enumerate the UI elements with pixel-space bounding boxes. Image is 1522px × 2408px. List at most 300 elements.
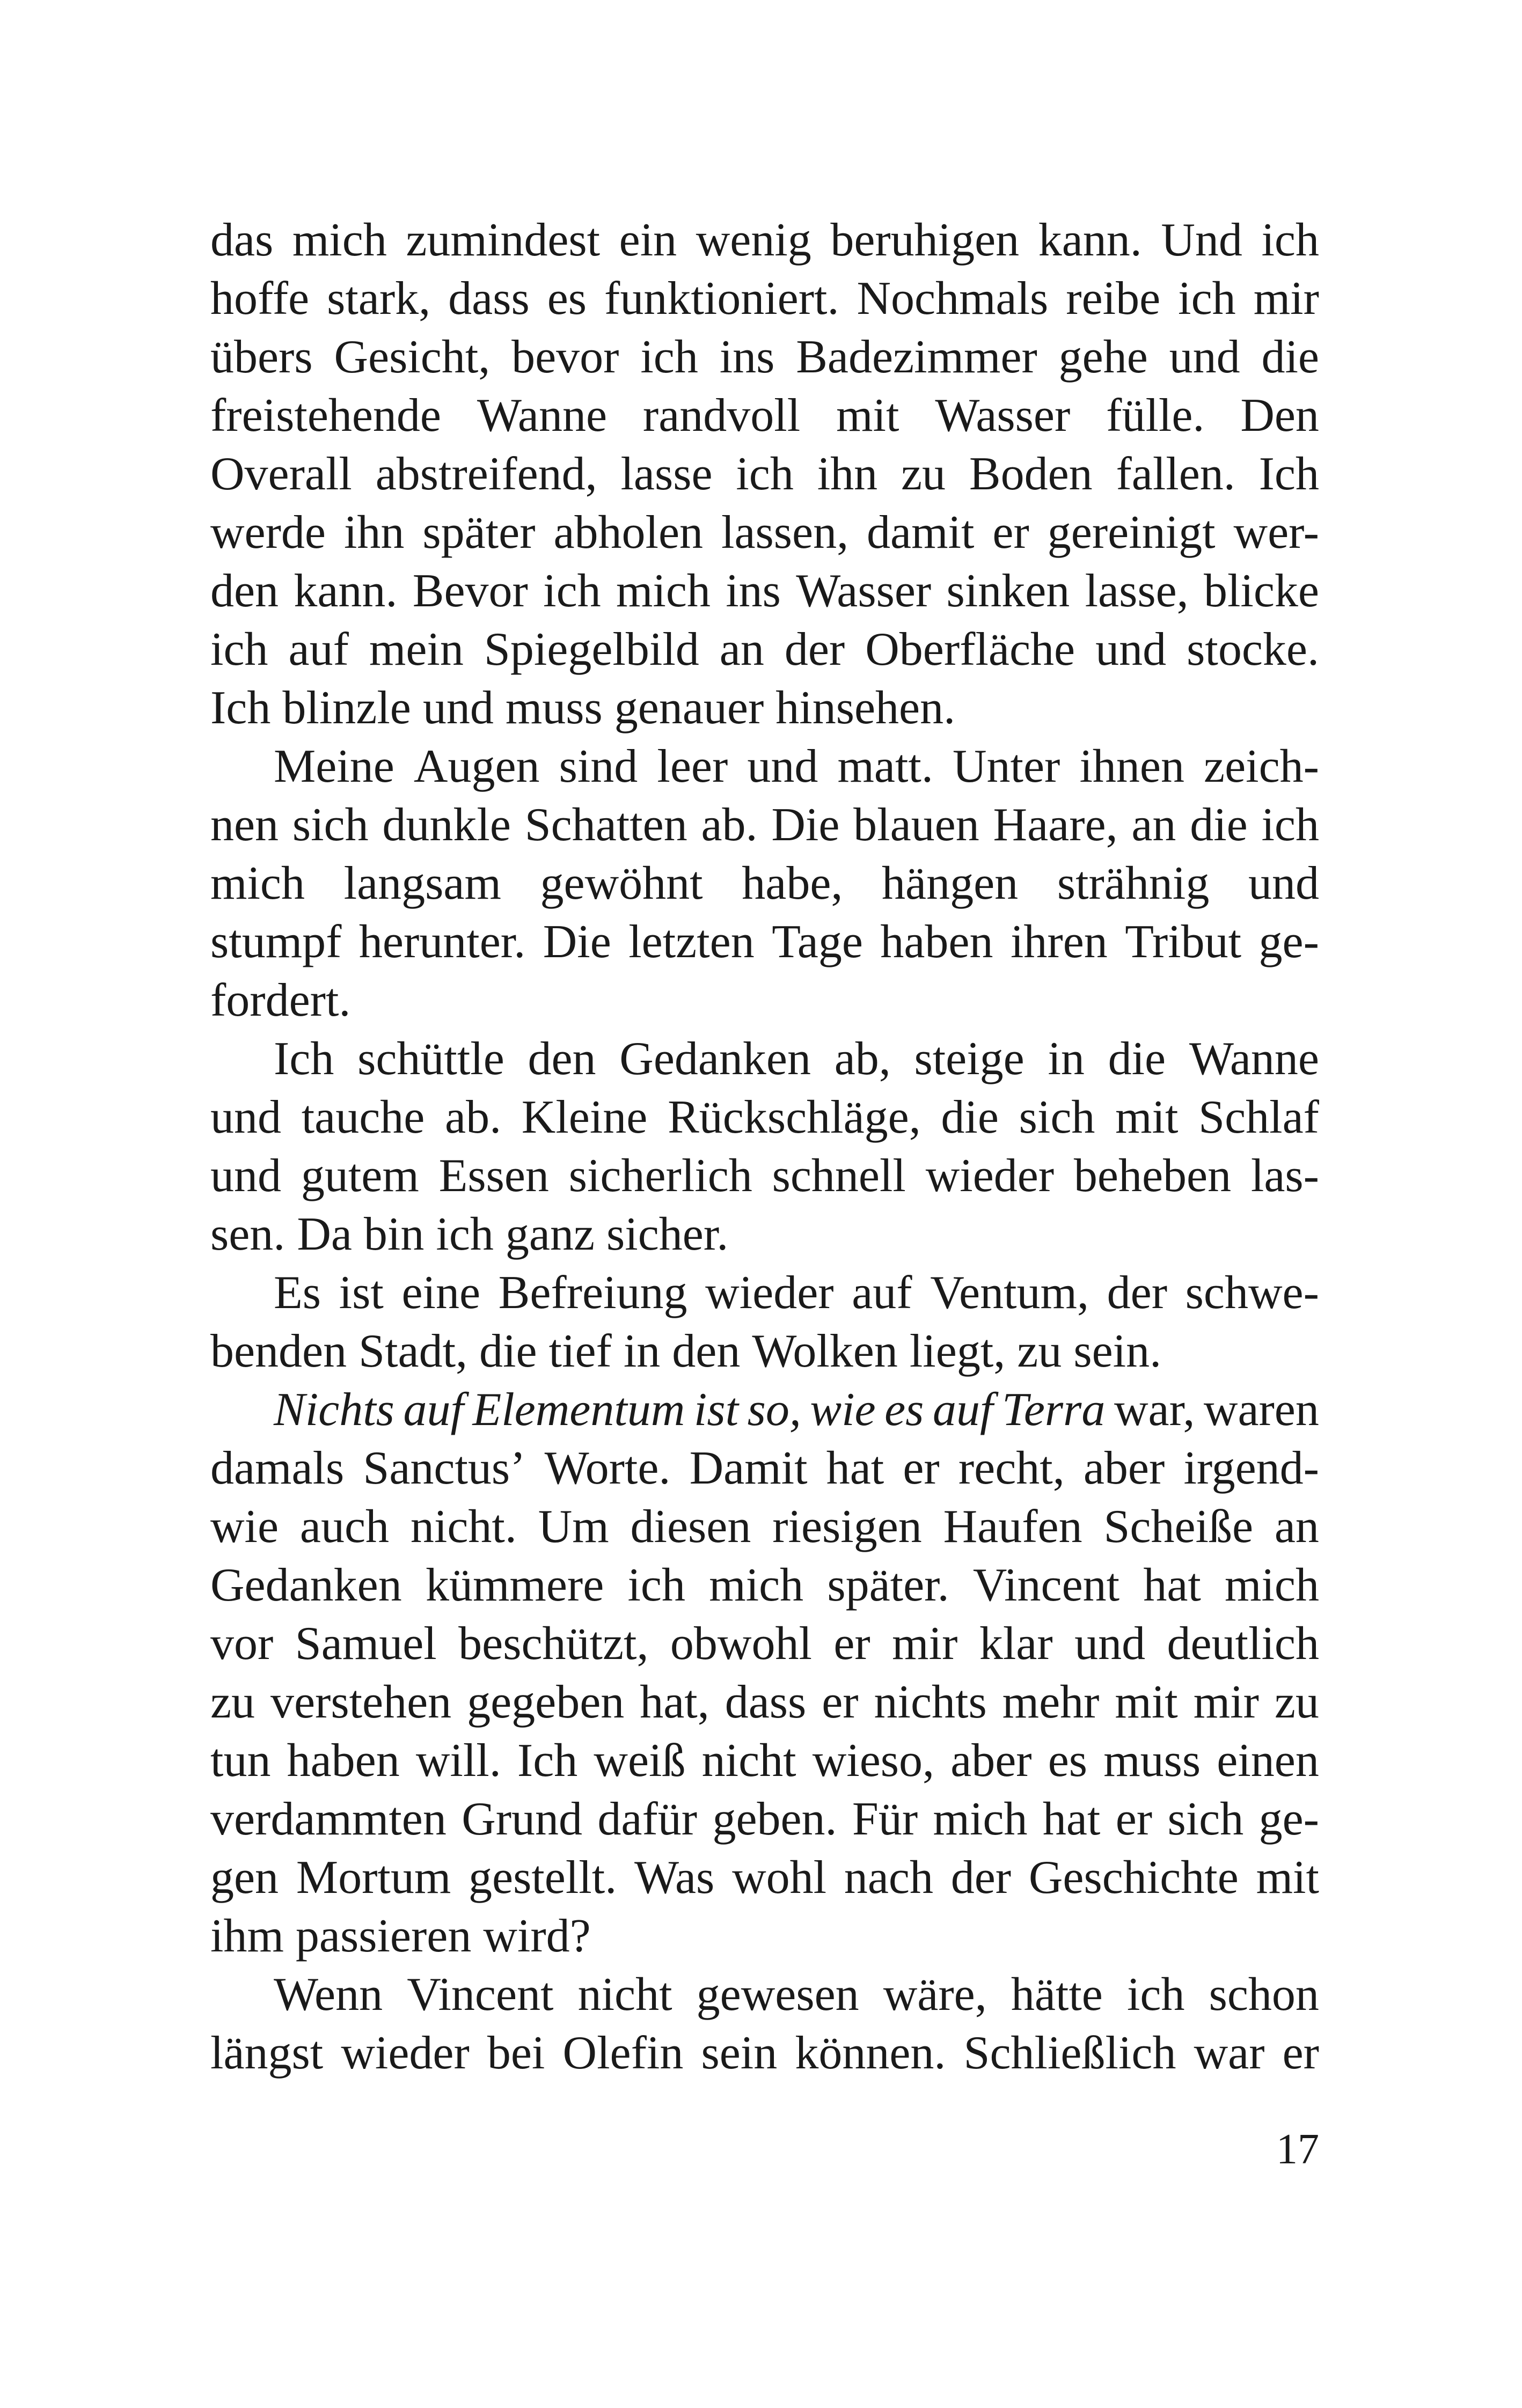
word: wieder <box>925 1150 1055 1202</box>
word: langsam <box>343 857 501 909</box>
word: übers <box>210 331 313 383</box>
word: an <box>719 623 764 676</box>
word: tun <box>210 1735 271 1787</box>
word: Den <box>1240 390 1319 442</box>
word: nicht. <box>410 1501 517 1553</box>
word: mit <box>1256 1852 1319 1904</box>
word: muss <box>505 682 603 734</box>
word: Gedanken <box>619 1033 811 1085</box>
word: Grund <box>462 1793 583 1845</box>
word: Terra <box>1001 1384 1106 1436</box>
word: die <box>941 1091 999 1143</box>
word: fordert. <box>210 974 351 1026</box>
word: hätte <box>1011 1969 1103 2021</box>
word: Essen <box>438 1150 549 1202</box>
word: Ich <box>1258 448 1319 500</box>
word: gegeben <box>467 1676 625 1728</box>
word: Haufen <box>943 1501 1082 1553</box>
text-line <box>210 1614 1319 1673</box>
word: Schließlich <box>963 2027 1176 2079</box>
word: ge- <box>1258 1793 1319 1845</box>
text-line <box>210 2024 1319 2082</box>
text-line <box>210 562 1319 620</box>
word: mich <box>1225 1559 1319 1611</box>
word: bevor <box>511 331 619 383</box>
word: muss <box>1103 1735 1201 1787</box>
word: der <box>950 1852 1012 1904</box>
word: Ich <box>210 682 271 734</box>
word: es <box>884 1384 924 1436</box>
word: sen. <box>210 1208 286 1260</box>
text-line <box>210 269 1319 328</box>
word: die <box>1261 331 1319 383</box>
word: wenig <box>696 214 811 266</box>
word: er <box>992 506 1029 559</box>
word: sein <box>701 2027 778 2079</box>
word: längst <box>210 2027 324 2079</box>
word: in <box>1048 1033 1085 1085</box>
word: will. <box>415 1735 501 1787</box>
word: sind <box>559 740 638 792</box>
word: es <box>547 273 587 325</box>
word: ab. <box>701 799 758 851</box>
text-line <box>210 679 1319 737</box>
text-line <box>210 913 1319 971</box>
word: und <box>1095 623 1167 676</box>
word: benden <box>210 1325 347 1377</box>
word: wäre, <box>883 1969 987 2021</box>
word: hat <box>826 1442 884 1494</box>
word: schüttle <box>357 1033 504 1085</box>
text-line <box>210 1322 1319 1381</box>
word: Worte. <box>544 1442 671 1494</box>
word: mehr <box>1002 1676 1100 1728</box>
word: ihn <box>343 506 405 559</box>
word: sich <box>1167 1793 1244 1845</box>
word: gewesen <box>696 1969 859 2021</box>
text-line <box>210 1790 1319 1848</box>
body-text <box>210 211 1319 2082</box>
word: sicher. <box>606 1208 729 1260</box>
word: ein <box>619 214 677 266</box>
word: auf <box>852 1267 912 1319</box>
text-line <box>210 1439 1319 1497</box>
word: nicht <box>577 1969 672 2021</box>
word: riesigen <box>772 1501 922 1553</box>
word: ihn <box>817 448 878 500</box>
word: hat <box>1143 1559 1201 1611</box>
word: waren <box>1203 1384 1319 1436</box>
text-line <box>210 620 1319 679</box>
word: schwe- <box>1185 1267 1319 1319</box>
word: auf <box>288 623 349 676</box>
word: wieder <box>341 2027 470 2079</box>
word: obwohl <box>670 1618 812 1670</box>
word: die <box>1190 799 1248 851</box>
word: später. <box>827 1559 949 1611</box>
word: Was <box>634 1852 715 1904</box>
word: eine <box>401 1267 481 1319</box>
word: stumpf <box>210 916 342 968</box>
word: wohl <box>732 1852 827 1904</box>
word: gen <box>210 1852 279 1904</box>
word: Für <box>852 1793 918 1845</box>
text-line <box>210 1848 1319 1907</box>
word: gestellt. <box>469 1852 617 1904</box>
word: wie <box>810 1384 876 1436</box>
word: der <box>1107 1267 1168 1319</box>
word: ich <box>436 1208 494 1260</box>
word: kann. <box>1038 214 1142 266</box>
text-line <box>210 737 1319 796</box>
word: an <box>1274 1501 1319 1553</box>
word: so, <box>747 1384 801 1436</box>
word: Vincent <box>972 1559 1120 1611</box>
word: Tribut <box>1125 916 1242 968</box>
word: beruhigen <box>830 214 1020 266</box>
word: stark, <box>327 273 431 325</box>
word: zu <box>210 1676 255 1728</box>
word: dafür <box>597 1793 698 1845</box>
word: bei <box>487 2027 545 2079</box>
word: er <box>822 1676 859 1728</box>
text-line <box>210 328 1319 386</box>
word: auch <box>299 1501 390 1553</box>
word: verstehen <box>270 1676 452 1728</box>
word: er <box>1115 1793 1153 1845</box>
word: Gedanken <box>210 1559 402 1611</box>
word: mich <box>709 1559 804 1611</box>
page-number: 17 <box>1276 2126 1319 2173</box>
word: den <box>210 565 279 617</box>
word: die <box>479 1325 537 1377</box>
word: auf <box>403 1384 464 1436</box>
word: Boden <box>969 448 1093 500</box>
text-line <box>210 1497 1319 1556</box>
word: aber <box>950 1735 1032 1787</box>
word: blauen <box>853 799 979 851</box>
word: blinzle <box>282 682 411 734</box>
word: Wanne <box>477 390 608 442</box>
word: haben <box>287 1735 400 1787</box>
word: Oberfläche <box>865 623 1075 676</box>
text-line <box>210 1965 1319 2024</box>
word: mich <box>292 214 387 266</box>
word: Wasser <box>935 390 1071 442</box>
word: stocke. <box>1187 623 1319 676</box>
word: nach <box>844 1852 933 1904</box>
word: mir <box>892 1618 958 1670</box>
word: und <box>422 682 494 734</box>
word: damals <box>210 1442 345 1494</box>
text-line <box>210 1556 1319 1614</box>
word: Ventum, <box>930 1267 1089 1319</box>
word: zu <box>901 448 946 500</box>
word: ich <box>1261 799 1319 851</box>
text-line <box>210 503 1319 562</box>
word: Gesicht, <box>334 331 491 383</box>
word: werde <box>210 506 326 559</box>
word: Wanne <box>1189 1033 1319 1085</box>
word: später <box>422 506 536 559</box>
text-line <box>210 1264 1319 1322</box>
word: sein. <box>1073 1325 1162 1377</box>
word: Um <box>538 1501 609 1553</box>
word: nichts <box>874 1676 987 1728</box>
word: einen <box>1217 1735 1319 1787</box>
word: er <box>833 1618 870 1670</box>
text-line <box>210 854 1319 913</box>
word: wieder <box>705 1267 834 1319</box>
word: Ich <box>517 1735 578 1787</box>
word: Olefin <box>562 2027 684 2079</box>
word: Schatten <box>524 799 687 851</box>
word: und <box>1074 1618 1146 1670</box>
text-line <box>210 445 1319 503</box>
word: hängen <box>882 857 1019 909</box>
word: und <box>747 740 818 792</box>
word: ich <box>640 331 698 383</box>
word: blicke <box>1203 565 1319 617</box>
word: können. <box>795 2027 946 2079</box>
word: zeich- <box>1204 740 1319 792</box>
word: ge- <box>1258 916 1319 968</box>
word: mit <box>836 390 899 442</box>
text-line <box>210 1205 1319 1264</box>
word: vor <box>210 1618 274 1670</box>
word: Augen <box>413 740 540 792</box>
word: sicherlich <box>568 1150 752 1202</box>
word: Elementum <box>472 1384 685 1436</box>
word: mich <box>616 565 711 617</box>
word: kann. <box>294 565 398 617</box>
word: Tage <box>772 916 863 968</box>
word: deutlich <box>1167 1618 1319 1670</box>
word: Damit <box>689 1442 808 1494</box>
word: ab, <box>834 1033 891 1085</box>
word: ich <box>1178 273 1236 325</box>
word: zu <box>1017 1325 1062 1377</box>
word: damit <box>867 506 975 559</box>
word: mit <box>1115 1091 1179 1143</box>
word: Overall <box>210 448 352 500</box>
text-line <box>210 1030 1319 1088</box>
word: Wenn <box>274 1969 383 2021</box>
word: mich <box>210 857 305 909</box>
word: ich <box>1126 1969 1185 2021</box>
word: liegt, <box>909 1325 1006 1377</box>
word: war <box>1194 2027 1265 2079</box>
word: schnell <box>772 1150 906 1202</box>
word: Befreiung <box>498 1267 687 1319</box>
word: gehe <box>1058 331 1148 383</box>
word: wieso, <box>812 1735 935 1787</box>
word: die <box>1108 1033 1166 1085</box>
word: hoffe <box>210 273 310 325</box>
word: gewöhnt <box>540 857 703 909</box>
word: mir <box>1193 1676 1259 1728</box>
word: Stadt, <box>358 1325 468 1377</box>
word: letzten <box>628 916 755 968</box>
word: Mortum <box>296 1852 451 1904</box>
word: ist <box>339 1267 384 1319</box>
word: Und <box>1161 214 1242 266</box>
word: er <box>903 1442 940 1494</box>
word: das <box>210 214 274 266</box>
word: funktioniert. <box>604 273 839 325</box>
word: Scheiße <box>1103 1501 1254 1553</box>
word: passieren <box>295 1910 472 1962</box>
word: Sanctus’ <box>363 1442 526 1494</box>
text-line <box>210 1088 1319 1147</box>
word: tauche <box>301 1091 425 1143</box>
text-line <box>210 386 1319 445</box>
word: Meine <box>274 740 394 792</box>
word: Die <box>771 799 840 851</box>
word: klar <box>979 1618 1053 1670</box>
word: und <box>210 1150 281 1202</box>
word: bin <box>363 1208 425 1260</box>
word: strähnig <box>1057 857 1210 909</box>
word: fülle. <box>1106 390 1205 442</box>
text-line <box>210 211 1319 269</box>
word: beheben <box>1073 1150 1232 1202</box>
word: Vincent <box>407 1969 554 2021</box>
word: ihm <box>210 1910 284 1962</box>
word: Es <box>274 1267 321 1319</box>
word: Die <box>543 916 611 968</box>
word: ins <box>726 565 781 617</box>
word: Samuel <box>295 1618 437 1670</box>
word: diesen <box>630 1501 751 1553</box>
word: und <box>1248 857 1319 909</box>
word: Nichts <box>274 1384 394 1436</box>
word: lasse, <box>1085 565 1189 617</box>
word: Ich <box>274 1033 334 1085</box>
word: mir <box>1253 273 1319 325</box>
word: ich <box>210 623 268 676</box>
word: schon <box>1209 1969 1319 2021</box>
word: sinken <box>946 565 1070 617</box>
word: hat <box>1042 1793 1101 1845</box>
word: ich <box>736 448 794 500</box>
word: Bevor <box>412 565 528 617</box>
word: steige <box>914 1033 1025 1085</box>
word: randvoll <box>642 390 801 442</box>
word: mein <box>369 623 464 676</box>
word: wird? <box>483 1910 591 1962</box>
word: hinsehen. <box>775 682 956 734</box>
word: genauer <box>614 682 764 734</box>
word: ganz <box>505 1208 595 1260</box>
word: lasse <box>620 448 713 500</box>
word: habe, <box>742 857 843 909</box>
word: er <box>1282 2027 1319 2079</box>
word: war, <box>1114 1384 1195 1436</box>
word: tief <box>548 1325 612 1377</box>
word: den <box>672 1325 741 1377</box>
word: ab. <box>445 1091 502 1143</box>
word: geben. <box>712 1793 837 1845</box>
word: ich <box>1261 214 1319 266</box>
word: recht, <box>958 1442 1065 1494</box>
word: las- <box>1250 1150 1319 1202</box>
word: verdammten <box>210 1793 447 1845</box>
word: mit <box>1115 1676 1178 1728</box>
text-line <box>210 1381 1319 1439</box>
word: hat, <box>640 1676 709 1728</box>
word: fallen. <box>1116 448 1235 500</box>
text-line <box>210 1731 1319 1790</box>
word: Rückschläge, <box>668 1091 921 1143</box>
word: freistehende <box>210 390 441 442</box>
word: Schlaf <box>1198 1091 1319 1143</box>
word: Geschichte <box>1028 1852 1239 1904</box>
word: zu <box>1274 1676 1319 1728</box>
word: beschützt, <box>458 1618 649 1670</box>
word: lassen, <box>721 506 849 559</box>
word: leer <box>657 740 728 792</box>
word: herunter. <box>358 916 526 968</box>
word: und <box>210 1091 281 1143</box>
word: gereinigt <box>1047 506 1216 559</box>
text-line <box>210 1907 1319 1965</box>
word: matt. <box>837 740 933 792</box>
word: der <box>784 623 845 676</box>
word: ist <box>693 1384 739 1436</box>
text-line <box>210 1673 1319 1731</box>
word: abholen <box>553 506 704 559</box>
word: wer- <box>1233 506 1319 559</box>
word: Haare, <box>993 799 1118 851</box>
word: Unter <box>952 740 1060 792</box>
word: nen <box>210 799 279 851</box>
word: irgend- <box>1183 1442 1319 1494</box>
word: und <box>1169 331 1240 383</box>
word: sich <box>1019 1091 1095 1143</box>
word: dass <box>725 1676 807 1728</box>
word: Nochmals <box>857 273 1049 325</box>
word: den <box>528 1033 596 1085</box>
word: an <box>1131 799 1176 851</box>
word: zumindest <box>406 214 601 266</box>
word: dass <box>448 273 530 325</box>
word: haben <box>880 916 993 968</box>
word: abstreifend, <box>375 448 597 500</box>
text-line <box>210 971 1319 1030</box>
word: nicht <box>701 1735 796 1787</box>
word: reibe <box>1066 273 1161 325</box>
word: ihren <box>1010 916 1108 968</box>
word: dunkle <box>382 799 511 851</box>
word: es <box>1048 1735 1088 1787</box>
word: ins <box>719 331 775 383</box>
word: Badezimmer <box>796 331 1037 383</box>
word: aber <box>1083 1442 1165 1494</box>
word: ihnen <box>1079 740 1184 792</box>
word: weiß <box>594 1735 686 1787</box>
word: gutem <box>301 1150 419 1202</box>
text-line <box>210 796 1319 854</box>
word: Da <box>297 1208 352 1260</box>
word: Spiegelbild <box>484 623 699 676</box>
word: Wasser <box>796 565 932 617</box>
text-line <box>210 1147 1319 1205</box>
word: ich <box>627 1559 685 1611</box>
word: auf <box>932 1384 993 1436</box>
word: Wolken <box>752 1325 898 1377</box>
word: sich <box>292 799 369 851</box>
